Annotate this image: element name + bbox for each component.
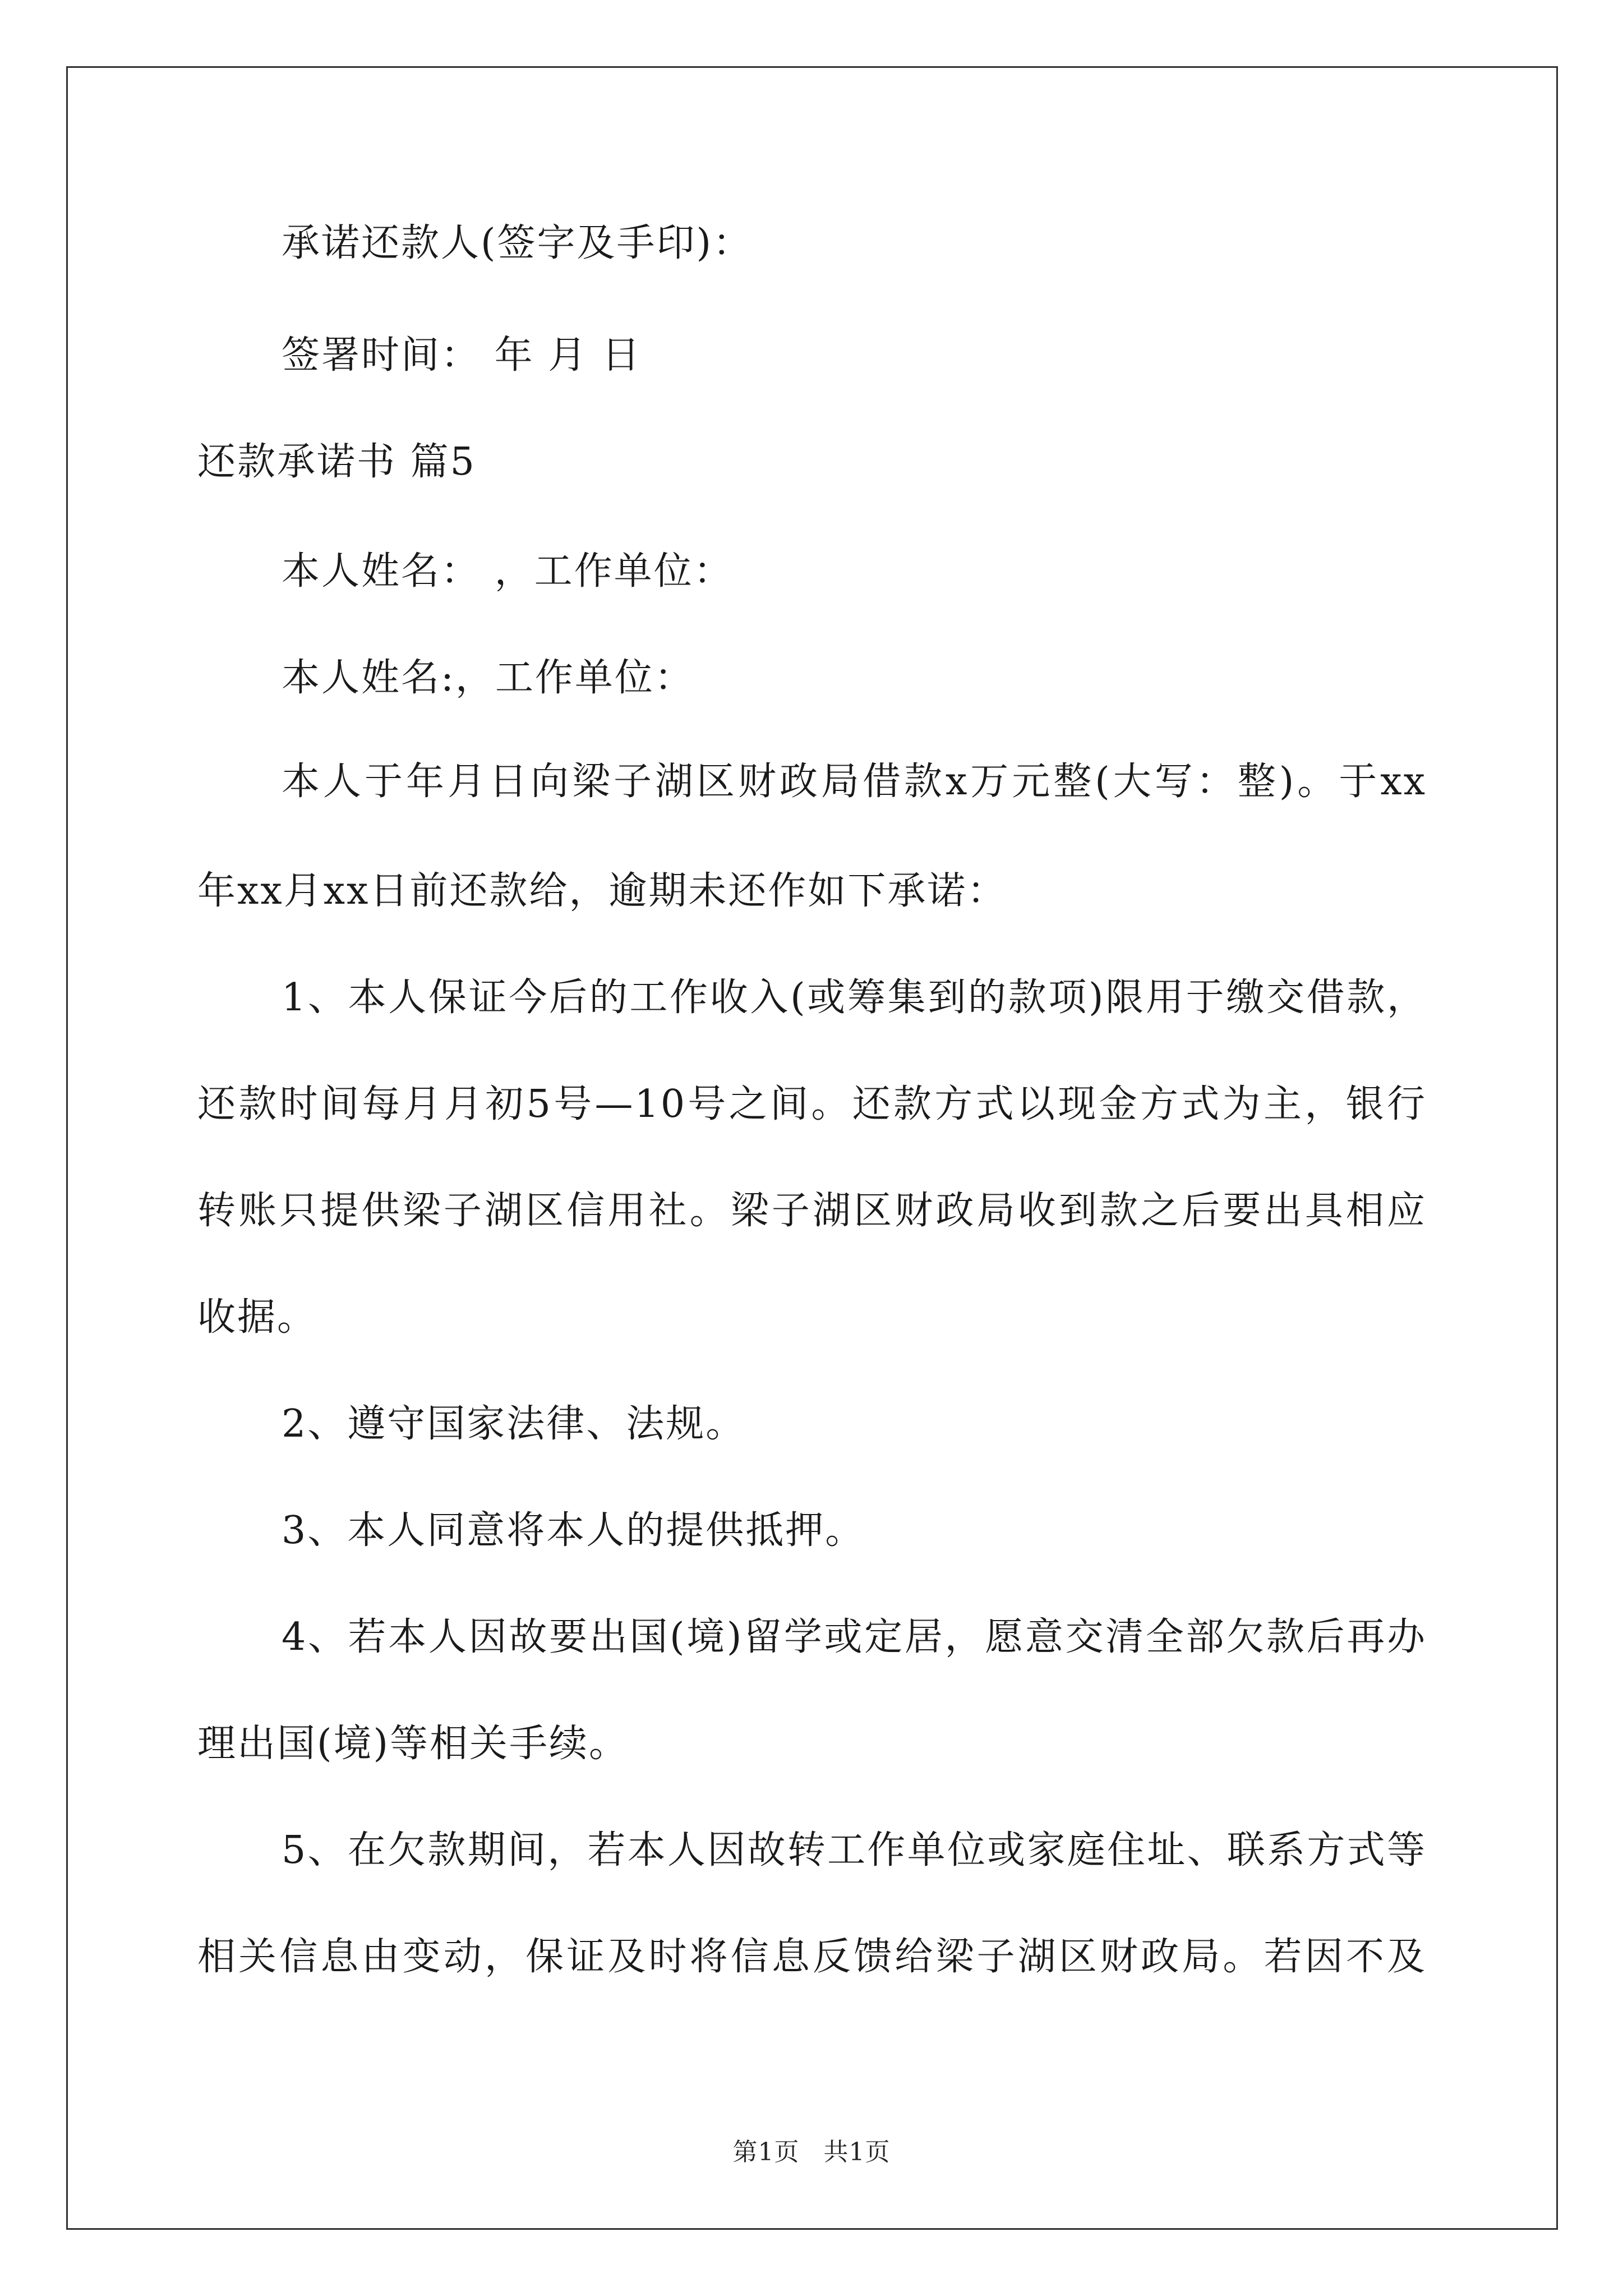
- item-3-line: 3、本人同意将本人的提供抵押。: [282, 1508, 865, 1553]
- signing-date-line: 签署时间： 年 月 日: [282, 333, 642, 378]
- item-5-line: 5、在欠款期间，若本人因故转工作单位或家庭住址、联系方式等: [282, 1828, 1427, 1872]
- name-line-1: 本人姓名： ，工作单位：: [282, 549, 734, 593]
- item-4-line: 4、若本人因故要出国(境)留学或定居，愿意交清全部欠款后再办: [282, 1615, 1427, 1659]
- name-line-2: 本人姓名:，工作单位：: [282, 656, 694, 700]
- signer-line: 承诺还款人(签字及手印)：: [282, 221, 753, 265]
- page-border: [66, 66, 1558, 2230]
- item-1-line: 还款时间每月月初5号—10号之间。还款方式以现金方式为主，银行: [197, 1082, 1427, 1126]
- item-1-line: 收据。: [197, 1295, 317, 1340]
- page-number: 第1页: [732, 2138, 800, 2166]
- item-1-line: 1、本人保证今后的工作收入(或筹集到的款项)限用于缴交借款，: [282, 976, 1427, 1020]
- page-footer: [0, 2132, 1623, 2168]
- item-2-line: 2、遵守国家法律、法规。: [282, 1402, 746, 1446]
- paragraph-loan-line: 年xx月xx日前还款给，逾期未还作如下承诺：: [197, 869, 1007, 913]
- item-5-line: 相关信息由变动，保证及时将信息反馈给梁子湖区财政局。若因不及: [197, 1935, 1427, 1979]
- item-4-line: 理出国(境)等相关手续。: [197, 1722, 629, 1766]
- section-heading: 还款承诺书 篇5: [197, 440, 476, 484]
- page-total: 共1页: [823, 2138, 891, 2166]
- item-1-line: 转账只提供梁子湖区信用社。梁子湖区财政局收到款之后要出具相应: [197, 1189, 1427, 1233]
- paragraph-loan-line: 本人于年月日向梁子湖区财政局借款x万元整(大写：整)。于xx: [282, 760, 1427, 804]
